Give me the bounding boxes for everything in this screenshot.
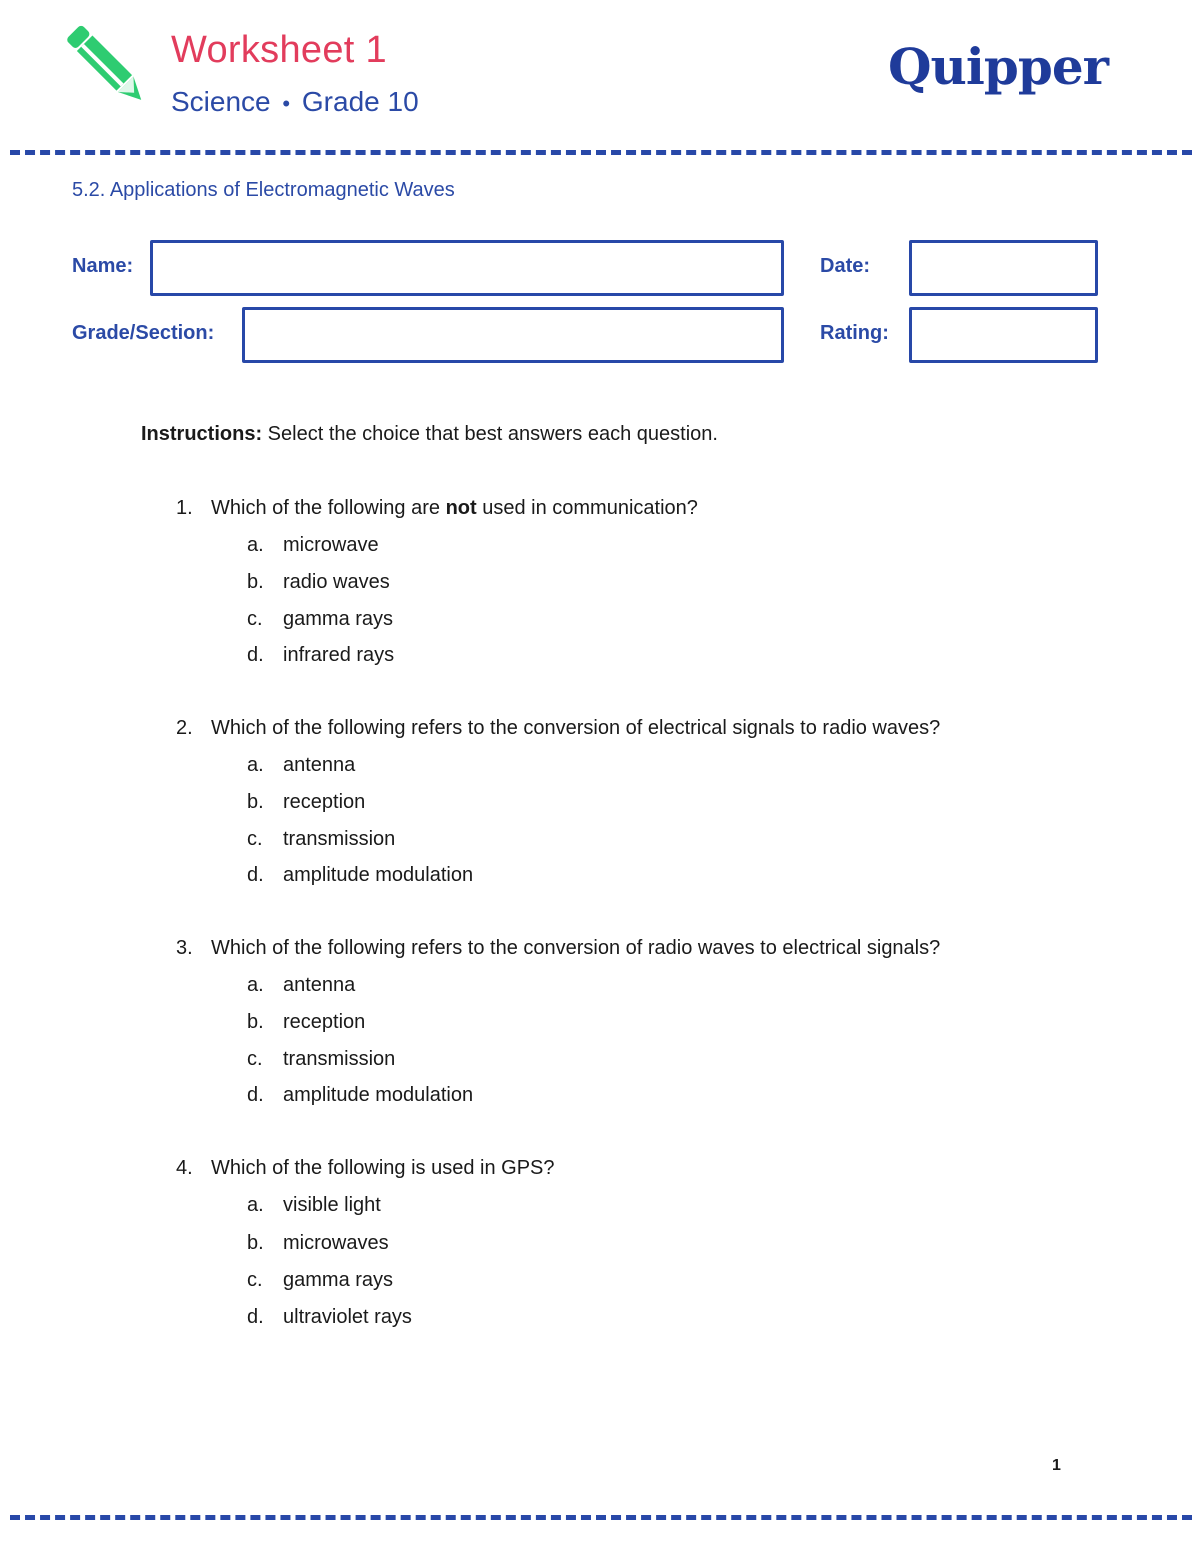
rating-label: Rating: xyxy=(820,322,889,344)
choice-text: amplitude modulation xyxy=(283,1084,474,1106)
choice-text: ultraviolet rays xyxy=(283,1306,412,1328)
choice-c[interactable] xyxy=(0,1045,900,1075)
choice-letter: b. xyxy=(247,791,264,813)
choice-b[interactable] xyxy=(0,1229,900,1259)
question-emphasis: not xyxy=(445,497,477,519)
choice-d[interactable] xyxy=(0,861,900,891)
choice-letter: d. xyxy=(247,864,264,886)
choice-text: gamma rays xyxy=(283,608,394,630)
choice-b[interactable] xyxy=(0,788,900,818)
choice-a[interactable] xyxy=(0,531,900,561)
choice-c[interactable] xyxy=(0,1266,900,1296)
choice-letter: b. xyxy=(247,1232,264,1254)
choice-c[interactable] xyxy=(0,825,900,855)
choice-text: microwaves xyxy=(283,1232,389,1254)
choice-text: reception xyxy=(283,791,366,813)
choice-letter: a. xyxy=(247,534,264,556)
choice-a[interactable] xyxy=(0,1191,900,1221)
choice-letter: c. xyxy=(247,608,263,630)
question-text: Which of the following refers to the conversion of electrical signals to radio waves? xyxy=(211,717,941,739)
question-number: 3. xyxy=(176,937,193,959)
question-number: 1. xyxy=(176,497,193,519)
question-text: Which of the following refers to the conversion of radio waves to electrical signals? xyxy=(211,937,941,959)
page-number: 1 xyxy=(1052,1457,1061,1474)
choice-letter: a. xyxy=(247,1194,264,1216)
brand-logo: Quipper xyxy=(888,37,1108,96)
worksheet-subtitle xyxy=(171,84,419,122)
grade-section-label: Grade/Section: xyxy=(72,322,215,344)
choice-text: antenna xyxy=(283,974,356,996)
question-text: Which of the following is used in GPS? xyxy=(211,1157,555,1179)
choice-text: radio waves xyxy=(283,571,390,593)
name-field[interactable] xyxy=(150,240,784,296)
subject-label: Science xyxy=(171,86,271,117)
choice-text: infrared rays xyxy=(283,644,395,666)
question-text-part: used in communication? xyxy=(476,497,698,519)
choice-letter: d. xyxy=(247,1306,264,1328)
choice-letter: b. xyxy=(247,1011,264,1033)
footer-divider xyxy=(10,1515,1192,1520)
instructions-text: Select the choice that best answers each question. xyxy=(262,423,718,445)
choice-letter: d. xyxy=(247,644,264,666)
choice-c[interactable] xyxy=(0,605,900,635)
question-number: 2. xyxy=(176,717,193,739)
choice-letter: b. xyxy=(247,571,264,593)
choice-text: transmission xyxy=(283,828,396,850)
choice-text: microwave xyxy=(283,534,379,556)
grade-section-field[interactable] xyxy=(242,307,784,363)
choice-text: reception xyxy=(283,1011,366,1033)
choice-a[interactable] xyxy=(0,971,900,1001)
instructions-label: Instructions: xyxy=(141,423,263,445)
header-divider xyxy=(10,150,1192,155)
choice-text: visible light xyxy=(283,1194,381,1216)
choice-d[interactable] xyxy=(0,1303,900,1333)
choice-letter: c. xyxy=(247,828,263,850)
instructions xyxy=(141,420,718,448)
choice-d[interactable] xyxy=(0,1081,900,1111)
pencil-icon xyxy=(62,22,154,114)
choice-letter: d. xyxy=(247,1084,264,1106)
choice-b[interactable] xyxy=(0,568,900,598)
question-text xyxy=(211,494,698,522)
name-label: Name: xyxy=(72,255,134,277)
choice-d[interactable] xyxy=(0,641,900,671)
choice-text: gamma rays xyxy=(283,1269,394,1291)
choice-letter: a. xyxy=(247,754,264,776)
choice-a[interactable] xyxy=(0,751,900,781)
question-number: 4. xyxy=(176,1157,193,1179)
date-field[interactable] xyxy=(909,240,1098,296)
date-label: Date: xyxy=(820,255,871,277)
section-title: 5.2. Applications of Electromagnetic Waves xyxy=(72,179,455,201)
worksheet-title: Worksheet 1 xyxy=(171,29,387,71)
choice-text: antenna xyxy=(283,754,356,776)
choice-b[interactable] xyxy=(0,1008,900,1038)
choice-text: transmission xyxy=(283,1048,396,1070)
subtitle-separator: • xyxy=(282,91,291,116)
choice-letter: a. xyxy=(247,974,264,996)
choice-letter: c. xyxy=(247,1048,263,1070)
question-text-part: Which of the following are xyxy=(211,497,446,519)
choice-letter: c. xyxy=(247,1269,263,1291)
choice-text: amplitude modulation xyxy=(283,864,474,886)
grade-label: Grade 10 xyxy=(301,86,419,117)
rating-field[interactable] xyxy=(909,307,1098,363)
